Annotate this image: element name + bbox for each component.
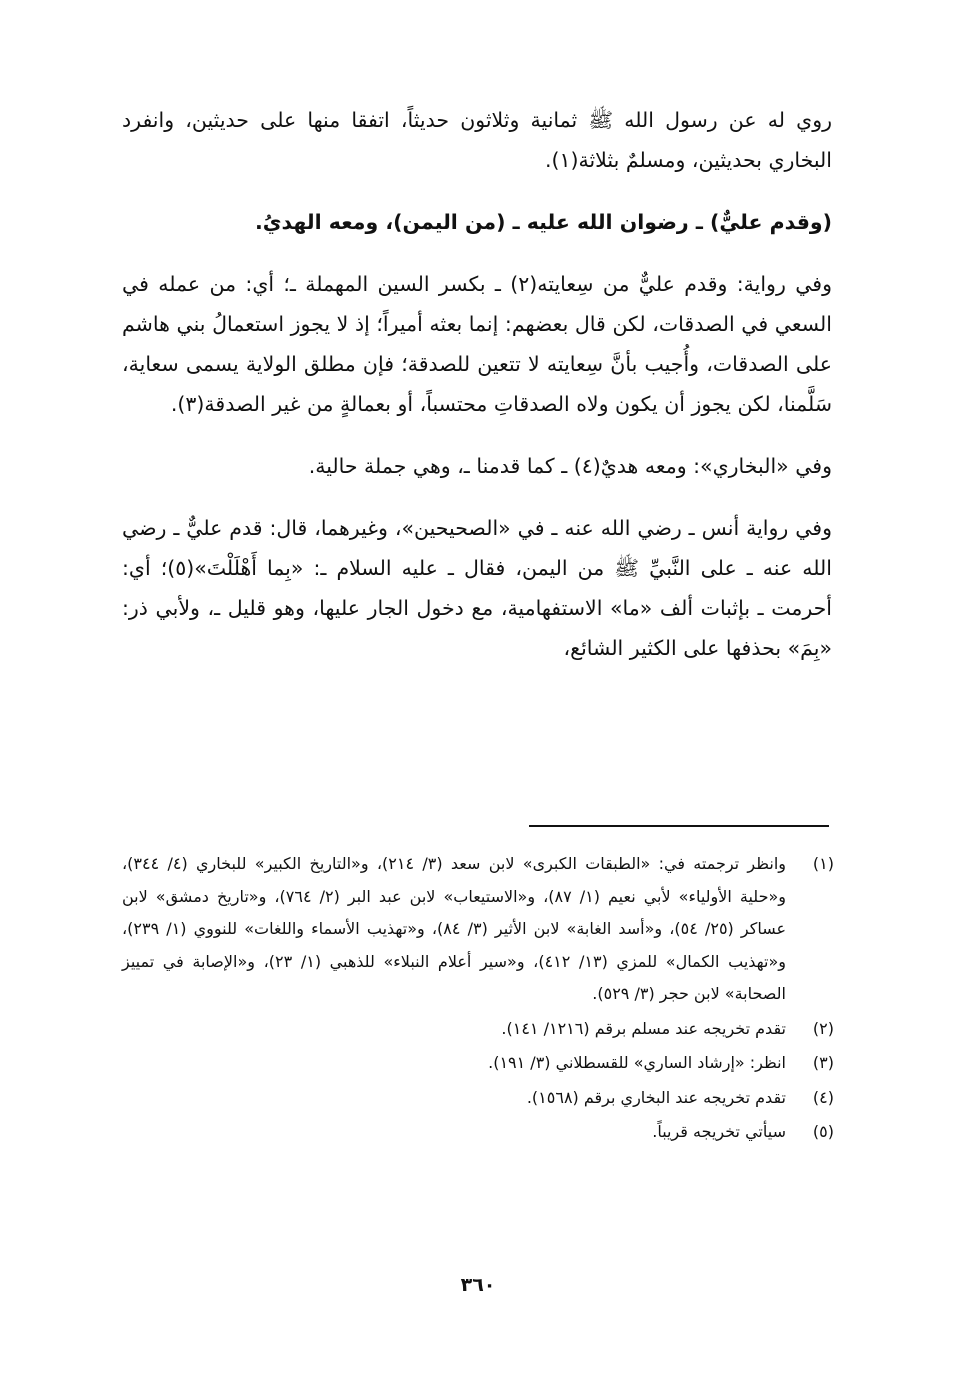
paragraph-5: وفي رواية أنس ـ رضي الله عنه ـ في «الصحيحين»، وغيرهما، قال: قدم عليٌّ ـ رضي الله عنه ـ على النَّبيِّ ﷺ من اليمن، فقال ـ عليه السلام ـ: «بِما أَهْلَلْتَ»(٥)؛ أي: أحرمت ـ بإثبات ألف «ما» الاستفهامية، مع دخول الجار عليها، وهو قليل ـ، ولأبي ذر: «بِمَ» بحذفها على الكثير الشائع، [122,516,832,660]
footnote-4 [122,1082,834,1115]
footnote-divider [529,825,829,827]
footnote-text: سيأتي تخريجه قريباً. [652,1122,786,1141]
footnote-text: وانظر ترجمته في: «الطبقات الكبرى» لابن سعد (٣/ ٢١٤)، و«التاريخ الكبير» للبخاري (٤/ ٣٤٤)، و«حلية الأولياء» لأبي نعيم (١/ ٨٧)، و«الاستيعاب» لابن عبد البر (٢/ ٧٦٤)، و«تاريخ دمشق» لابن عساكر (٢٥/ ٥٤)، و«أسد الغابة» لابن الأثير (٣/ ٨٤)، و«تهذيب الأسماء واللغات» للنووي (١/ ٢٣٩)، و«تهذيب الكمال» للمزي (١٣/ ٤١٢)، و«سير أعلام النبلاء» للذهبي (١/ ٢٣)، و«الإصابة في تمييز الصحابة» لابن حجر (٣/ ٥٢٩). [122,854,787,1003]
footnote-text: تقدم تخريجه عند البخاري برقم (١٥٦٨). [526,1087,786,1107]
paragraph-3: وفي رواية: وقدم عليٌّ من سِعايته(٢) ـ بكسر السين المهملة ـ؛ أي: من عمله في السعي في الصدقات، لكن قال بعضهم: إنما بعثه أميراً؛ إذ لا يجوز استعمالُ بني هاشم على الصدقات، وأُجيب بأنَّ سِعايته لا تتعين للصدقة؛ فإن مطلق الولاية يسمى سعاية، سَلَّمنا، لكن يجوز أن يكون ولاه الصدقاتِ محتسباً، أو بعمالةٍ من غير الصدقة(٣). [122,272,832,416]
main-text [122,100,832,690]
footnote-number: (٥) [812,1122,834,1141]
footnote-text: انظر: «إرشاد الساري» للقسطلاني (٣/ ١٩١). [488,1053,786,1072]
page-number: ٣٦٠ [460,1274,496,1296]
footnote-number: (٤) [812,1087,834,1107]
footnote-text: تقدم تخريجه عند مسلم برقم (١٢١٦/ ١٤١). [501,1018,786,1038]
footnote-2 [122,1013,834,1046]
footnotes [122,848,834,1149]
paragraph-1: روي له عن رسول الله ﷺ ثمانية وثلاثون حديثاً، اتفقا منها على حديثين، وانفرد البخاري بحديثين، ومسلمٌ بثلاثة(١). [122,108,832,172]
footnote-5 [122,1116,834,1149]
footnote-number: (٢) [812,1018,834,1038]
paragraph-4: وفي «البخاري»: ومعه هديٌ(٤) ـ كما قدمنا ـ، وهي جملة حالية. [308,454,832,478]
footnote-number: (١) [812,854,834,873]
footnote-3 [122,1047,834,1080]
footnote-number: (٣) [812,1053,834,1072]
paragraph-2: (وقدم عليٌّ) ـ رضوان الله عليه ـ (من اليمن)، ومعه الهديُ. [254,210,832,234]
footnote-1 [122,848,834,1011]
